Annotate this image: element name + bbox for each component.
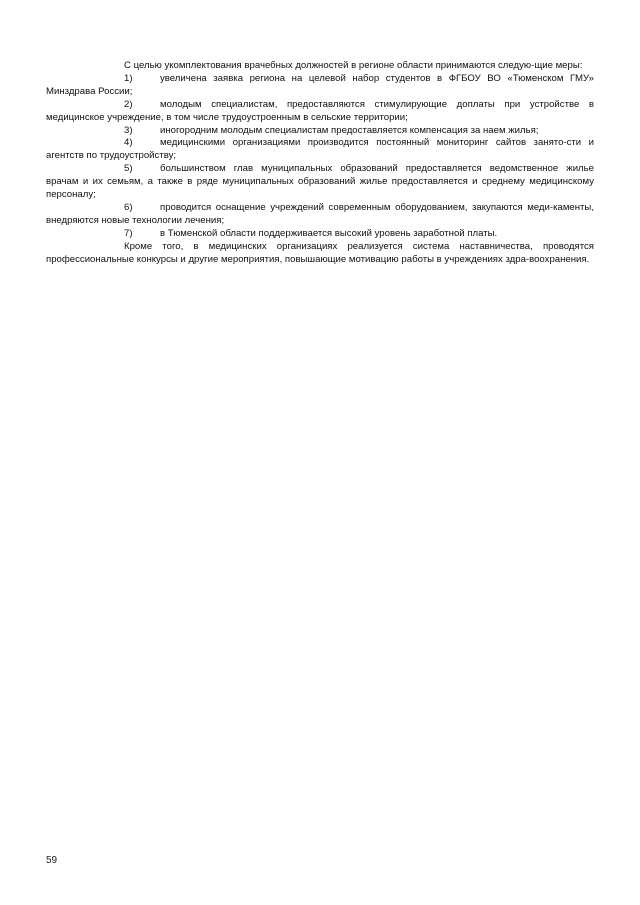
list-item-7: [46, 228, 594, 241]
list-item-2: [46, 99, 594, 125]
list-item-text: проводится оснащение учреждений современным оборудованием, закупаются меди-каменты, внедряются новые технологии лечения;: [46, 201, 594, 226]
list-item-number: 2): [124, 98, 133, 110]
list-item-number: 6): [124, 201, 133, 213]
list-item-6: [46, 202, 594, 228]
list-item-text: молодым специалистам, предоставляются стимулирующие доплаты при устройстве в медицинское учреждение, в том числе трудоустроенным в сельские территории;: [46, 98, 594, 123]
list-item-text: медицинскими организациями производится постоянный мониторинг сайтов занято-сти и агентств по трудоустройству;: [46, 137, 594, 162]
list-item-text: в Тюменской области поддерживается высокий уровень заработной платы.: [160, 227, 498, 239]
list-item-3: [46, 125, 594, 138]
list-item-number: 1): [124, 72, 133, 84]
list-item-text: увеличена заявка региона на целевой набор студентов в ФГБОУ ВО «Тюменском ГМУ» Минздрава России;: [46, 72, 594, 97]
intro-paragraph: С целью укомплектования врачебных должностей в регионе области принимаются следую-щие меры:: [124, 60, 583, 71]
list-item-number: 7): [124, 227, 133, 239]
list-item-4: [46, 137, 594, 163]
closing-paragraph: Кроме того, в медицинских организациях реализуется система наставничества, проводятся профессиональные конкурсы и другие мероприятия, повышающие мотивацию работы в учреждениях здра-воохранения.: [46, 240, 594, 265]
list-item-5: [46, 163, 594, 202]
list-item-1: [46, 73, 594, 99]
list-item-text: большинством глав муниципальных образований предоставляется ведомственное жилье врачам и их семьям, а также в ряде муниципальных образований жилье предоставляется и среднему медицинскому персоналу;: [46, 163, 594, 201]
list-item-number: 4): [124, 137, 133, 149]
list-item-number: 3): [124, 124, 133, 136]
list-item-text: иногородним молодым специалистам предоставляется компенсация за наем жилья;: [160, 124, 539, 136]
list-item-number: 5): [124, 163, 133, 175]
document-body: [46, 60, 594, 267]
page-number: 59: [46, 855, 58, 866]
